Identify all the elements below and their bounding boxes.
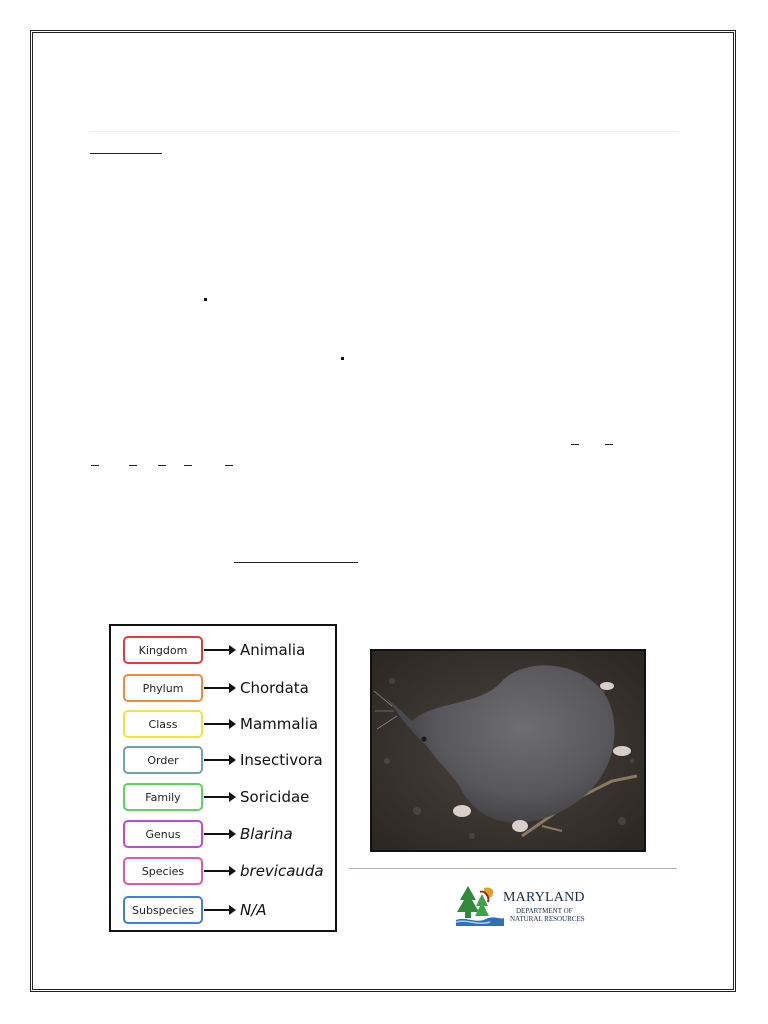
rank-label: Phylum [123,674,203,702]
rank-label: Kingdom [123,636,203,664]
taxon-name: Blarina [240,825,293,843]
dash-mark [129,465,137,466]
arrow-right-icon [204,687,234,689]
rank-label: Order [123,746,203,774]
taxon-name: Chordata [240,679,309,697]
logo-subtitle-line1: DEPARTMENT OF [516,907,573,915]
period-mark [204,298,207,301]
tree-icon [456,884,504,926]
logo-subtitle-line2: NATURAL RESOURCES [510,915,585,923]
arrow-right-icon [204,909,234,911]
footer-rule [349,868,677,869]
underline-mark [234,562,358,563]
rank-label: Family [123,783,203,811]
dash-mark [91,465,99,466]
arrow-right-icon [204,796,234,798]
arrow-right-icon [204,723,234,725]
taxon-name: Insectivora [240,751,323,769]
taxonomy-row [123,857,335,885]
taxonomy-row [123,710,335,738]
period-mark [341,357,344,360]
dash-mark [571,444,579,445]
underline-mark [90,153,162,154]
rank-label: Subspecies [123,896,203,924]
rank-label: Class [123,710,203,738]
shrew-photo [370,649,646,852]
taxonomy-row [123,896,335,924]
taxonomy-chart [109,624,337,932]
taxonomy-row [123,783,335,811]
dash-mark [605,444,613,445]
arrow-right-icon [204,759,234,761]
arrow-right-icon [204,870,234,872]
rank-label: Species [123,857,203,885]
shrew-illustration [372,651,644,850]
taxon-name: N/A [240,901,267,919]
taxonomy-row [123,820,335,848]
dash-mark [158,465,166,466]
taxon-name: Soricidae [240,788,310,806]
arrow-right-icon [204,649,234,651]
logo-title: MARYLAND [503,890,585,905]
taxonomy-row [123,674,335,702]
taxon-name: Animalia [240,641,306,659]
header-rule [90,131,678,132]
dash-mark [184,465,192,466]
rank-label: Genus [123,820,203,848]
arrow-right-icon [204,833,234,835]
taxonomy-row [123,746,335,774]
taxonomy-row [123,636,335,664]
maryland-dnr-logo [456,884,596,926]
taxon-name: brevicauda [240,862,324,880]
taxon-name: Mammalia [240,715,319,733]
dash-mark [225,465,233,466]
